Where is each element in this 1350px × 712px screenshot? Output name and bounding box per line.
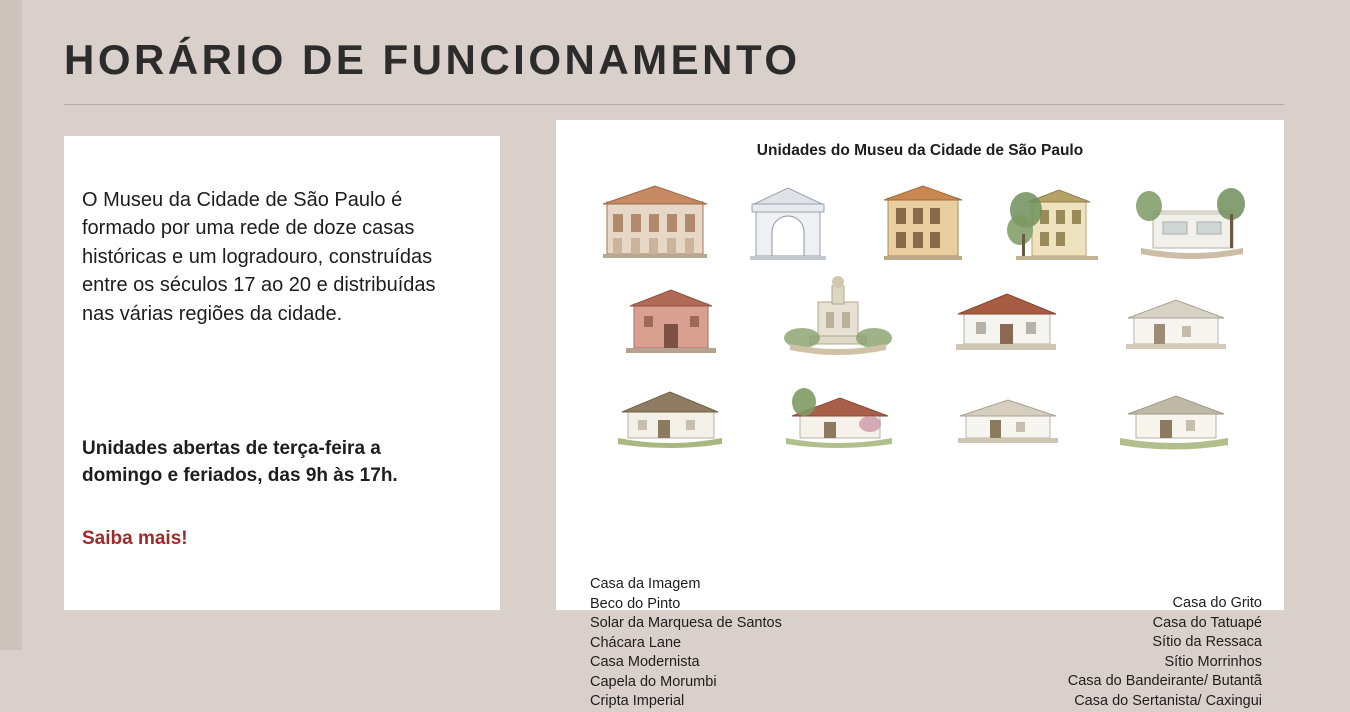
units-card (556, 120, 1284, 709)
list-item: Sítio da Ressaca (1152, 634, 1262, 650)
list-item: Casa Modernista (590, 654, 700, 670)
casa-da-imagem-illustration (858, 174, 986, 266)
capela-do-morumbi-illustration (606, 268, 734, 360)
list-item: Casa do Tatuapé (1152, 614, 1262, 631)
list-item: Solar da Marquesa de Santos (590, 615, 782, 631)
title-divider (64, 104, 1284, 105)
thumbnail-row (586, 172, 1258, 266)
units-card-title: Unidades do Museu da Cidade de São Paulo (756, 142, 1084, 159)
casa-do-grito-illustration (942, 268, 1070, 360)
list-item: Casa da Imagem (590, 576, 701, 592)
list-item: Casa do Grito (1172, 595, 1262, 611)
list-item: Sítio Morrinhos (1164, 653, 1262, 670)
chacara-lane-illustration (992, 174, 1120, 266)
casa-do-bandeirante-illustration (942, 362, 1070, 454)
page-title: HORÁRIO DE FUNCIONAMENTO (64, 36, 801, 83)
opening-hours-text: Unidades abertas de terça-feira a domingo e feriados, das 9h às 17h. (82, 438, 398, 486)
units-list-right (1068, 594, 1262, 711)
info-card (64, 136, 500, 610)
casa-do-tatuape-illustration (1110, 268, 1238, 360)
solar-da-marquesa-de-santos-illustration (589, 174, 717, 266)
list-item: Capela do Morumbi (590, 673, 717, 690)
beco-do-pinto-arch-illustration (724, 174, 852, 266)
sitio-da-ressaca-illustration (606, 362, 734, 454)
list-item: Beco do Pinto (590, 595, 681, 612)
intro-paragraph: O Museu da Cidade de São Paulo é formado por uma rede de doze casas históricas e um logradouro, construídas entre os séculos 17 ao 20 e distribuídas nas várias regiões da cidade. (82, 189, 436, 325)
thumbnail-row (586, 266, 1258, 360)
list-item: Casa do Bandeirante/ Butantã (1067, 673, 1262, 689)
saiba-mais-link[interactable]: Saiba mais! (82, 528, 188, 549)
list-item: Casa do Sertanista/ Caxingui (1074, 692, 1262, 709)
cripta-imperial-monument-illustration (774, 268, 902, 360)
sitio-morrinhos-illustration (774, 362, 902, 454)
list-item: Cripta Imperial (590, 693, 685, 709)
left-edge-stripe (0, 0, 22, 650)
units-list-left (590, 575, 782, 712)
thumbnail-row (586, 360, 1258, 454)
list-item: Chácara Lane (590, 634, 682, 651)
units-thumbnail-grid (586, 172, 1258, 454)
casa-do-sertanista-illustration (1110, 362, 1238, 454)
casa-modernista-illustration (1127, 174, 1255, 266)
